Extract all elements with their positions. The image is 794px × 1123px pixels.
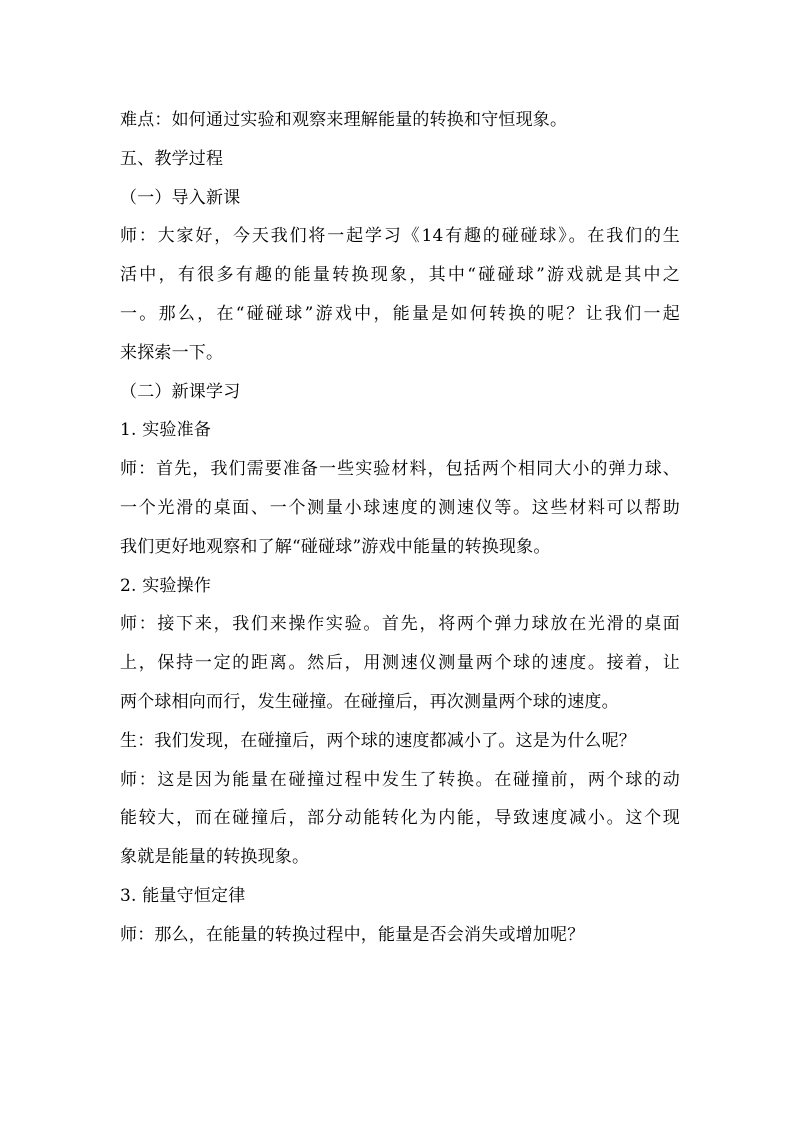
difficulty-line: 难点：如何通过实验和观察来理解能量的转换和守恒现象。: [120, 110, 568, 130]
paragraph-line: 两个球相向而行，发生碰撞。在碰撞后，再次测量两个球的速度。: [120, 691, 619, 712]
section-heading-teaching-process: 五、教学过程: [120, 148, 224, 169]
paragraph-line: 上，保持一定的距离。然后，用测速仪测量两个球的速度。接着，让: [120, 653, 680, 674]
paragraph-line: 来探索一下。: [120, 342, 224, 363]
paragraph-line: 师：接下来，我们来操作实验。首先，将两个弹力球放在光滑的桌面: [120, 614, 680, 635]
paragraph-line: 能较大，而在碰撞后，部分动能转化为内能，导致速度减小。这个现: [120, 808, 680, 829]
document-body: [120, 101, 680, 955]
paragraph-line: 师：那么，在能量的转换过程中，能量是否会消失或增加呢？: [120, 924, 585, 945]
paragraph-line: 我们更好地观察和了解“碰碰球”游戏中能量的转换现象。: [120, 536, 551, 557]
paragraph-line: 师：这是因为能量在碰撞过程中发生了转换。在碰撞前，两个球的动: [120, 769, 680, 790]
item-heading-energy-conservation: 3. 能量守恒定律: [120, 885, 246, 906]
paragraph-line: 师：首先，我们需要准备一些实验材料，包括两个相同大小的弹力球、: [120, 459, 680, 480]
subsection-heading-introduction: （一）导入新课: [120, 187, 241, 208]
subsection-heading-new-lesson: （二）新课学习: [120, 381, 241, 402]
paragraph-line: 生：我们发现，在碰撞后，两个球的速度都减小了。这是为什么呢？: [120, 730, 636, 751]
item-heading-experiment-preparation: 1. 实验准备: [120, 420, 212, 441]
paragraph-line: 师：大家好，今天我们将一起学习《14有趣的碰碰球》。在我们的生: [120, 226, 680, 247]
paragraph-line: 一。那么，在“碰碰球”游戏中，能量是如何转换的呢？让我们一起: [120, 303, 680, 324]
item-heading-experiment-operation: 2. 实验操作: [120, 575, 212, 596]
paragraph-line: 象就是能量的转换现象。: [120, 847, 310, 868]
paragraph-line: 一个光滑的桌面、一个测量小球速度的测速仪等。这些材料可以帮助: [120, 497, 680, 518]
paragraph-line: 活中，有很多有趣的能量转换现象，其中“碰碰球”游戏就是其中之: [120, 265, 680, 286]
